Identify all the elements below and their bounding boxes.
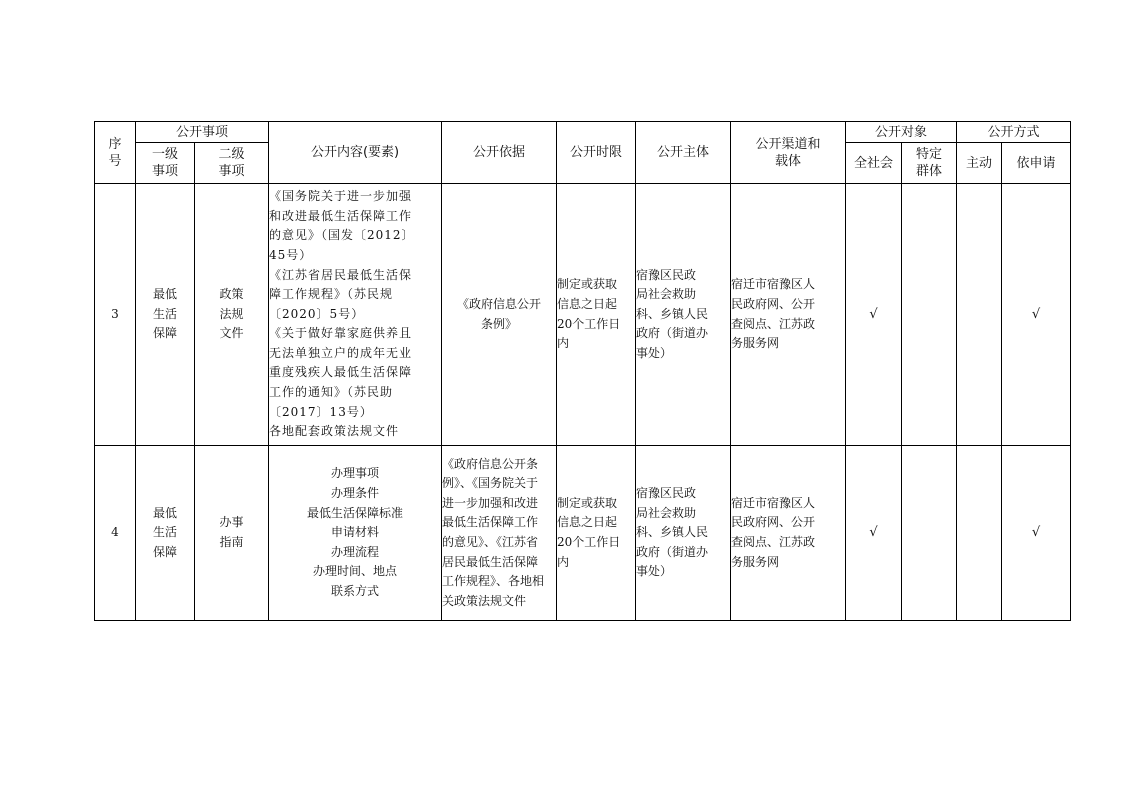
header-seq: 序 号 — [95, 122, 136, 184]
table-row — [95, 184, 1071, 446]
row-time-limit: 制定或获取 信息之日起 20个工作日 内 — [557, 446, 636, 621]
row-active-check — [957, 184, 1002, 446]
content-line: 联系方式 — [331, 583, 380, 598]
row-specific-group-check — [902, 184, 957, 446]
row-time-limit: 制定或获取 信息之日起 20个工作日 内 — [557, 184, 636, 446]
content-line: 和改进最低生活保障工作 — [269, 208, 413, 223]
content-line: 障工作规程》（苏民规 — [269, 287, 394, 302]
content-line: 申请材料 — [331, 525, 380, 540]
content-line: 的意见》（国发〔2012〕 — [269, 228, 415, 243]
content-line: 重度残疾人最低生活保障 — [269, 365, 413, 380]
content-line: 〔2020〕5号） — [269, 306, 365, 321]
content-line: 最低生活保障标准 — [307, 505, 404, 520]
row-subject: 宿豫区民政 局社会救助 科、乡镇人民 政府（街道办 事处） — [636, 184, 731, 446]
content-line: 办理事项 — [331, 466, 380, 481]
header-content: 公开内容(要素) — [269, 122, 442, 184]
row-subject: 宿豫区民政 局社会救助 科、乡镇人民 政府（街道办 事处） — [636, 446, 731, 621]
content-line: 《国务院关于进一步加强 — [269, 189, 413, 204]
row-basis: 《政府信息公开条 例》、《国务院关于 进一步加强和改进 最低生活保障工作 的意见》、《江苏省 居民最低生活保障 工作规程》、各地相 关政策法规文件 — [442, 446, 557, 621]
header-on-request: 依申请 — [1002, 143, 1071, 184]
header-time-limit: 公开时限 — [557, 122, 636, 184]
row-whole-society-check: √ — [846, 184, 902, 446]
content-line: 办理条件 — [331, 486, 380, 501]
header-basis: 公开依据 — [442, 122, 557, 184]
header-object-group: 公开对象 — [846, 122, 957, 143]
row-seq: 3 — [95, 184, 136, 446]
row-channel: 宿迁市宿豫区人 民政府网、公开 查阅点、江苏政 务服务网 — [731, 446, 846, 621]
header-level1: 一级 事项 — [136, 143, 195, 184]
content-line: 办理流程 — [331, 544, 380, 559]
header-row-1 — [95, 122, 1071, 143]
header-specific-group: 特定 群体 — [902, 143, 957, 184]
header-level2: 二级 事项 — [195, 143, 269, 184]
row-channel: 宿迁市宿豫区人 民政府网、公开 查阅点、江苏政 务服务网 — [731, 184, 846, 446]
content-line: 无法单独立户的成年无业 — [269, 345, 413, 360]
content-line: 〔2017〕13号） — [269, 404, 373, 419]
row-level1: 最低 生活 保障 — [136, 184, 195, 446]
header-item-group: 公开事项 — [136, 122, 269, 143]
row-active-check — [957, 446, 1002, 621]
header-whole-society: 全社会 — [846, 143, 902, 184]
row-specific-group-check — [902, 446, 957, 621]
content-line: 《江苏省居民最低生活保 — [269, 267, 413, 282]
row-whole-society-check: √ — [846, 446, 902, 621]
content-line: 工作的通知》（苏民助 — [269, 385, 394, 400]
header-method-group: 公开方式 — [957, 122, 1071, 143]
row-on-request-check: √ — [1002, 184, 1071, 446]
row-level2: 办事 指南 — [195, 446, 269, 621]
content-line: 《关于做好靠家庭供养且 — [269, 326, 413, 341]
table-row — [95, 446, 1071, 621]
row-level1: 最低 生活 保障 — [136, 446, 195, 621]
content-line: 办理时间、地点 — [313, 564, 398, 579]
header-channel: 公开渠道和 载体 — [731, 122, 846, 184]
row-basis: 《政府信息公开 条例》 — [442, 184, 557, 446]
header-subject: 公开主体 — [636, 122, 731, 184]
content-line: 各地配套政策法规文件 — [269, 424, 400, 439]
content-line: 45号） — [269, 247, 313, 262]
row-seq: 4 — [95, 446, 136, 621]
header-active: 主动 — [957, 143, 1002, 184]
row-content — [269, 446, 442, 621]
disclosure-table — [94, 121, 1071, 621]
row-on-request-check: √ — [1002, 446, 1071, 621]
row-content — [269, 184, 442, 446]
row-level2: 政策 法规 文件 — [195, 184, 269, 446]
